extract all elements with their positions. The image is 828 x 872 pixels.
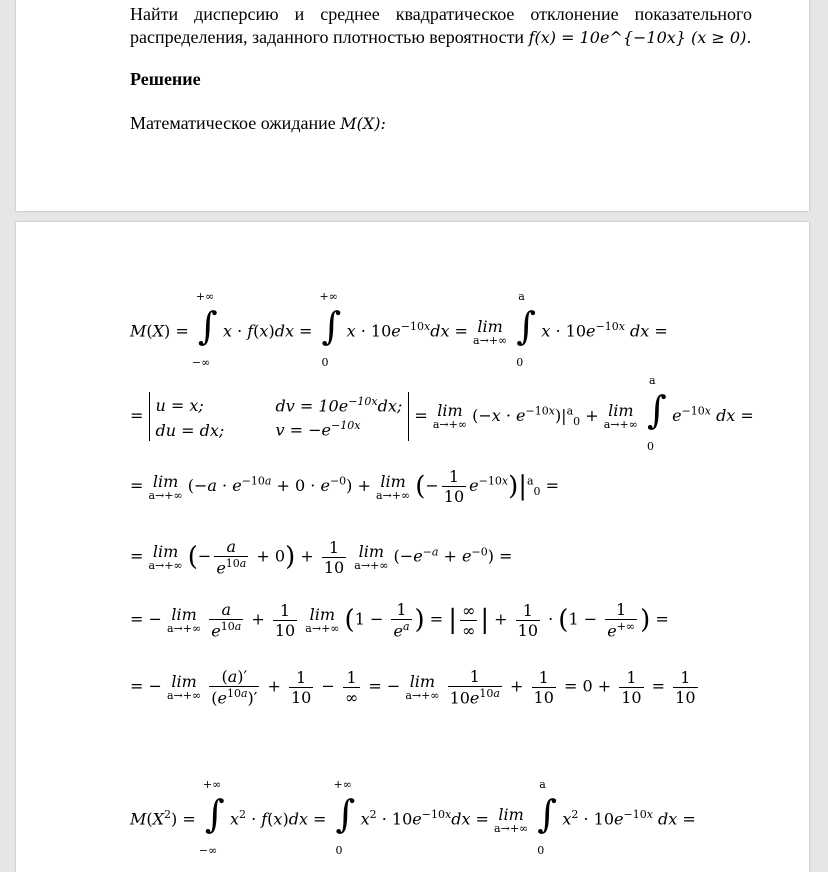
limit: lim a→+∞ <box>166 672 202 703</box>
math-line-5: = − lim a→+∞ $\frac{a}{e^{10a}}$ + $\frac{1}{10}$ lim a→+∞ (1 − $\frac{1}{e^a}$ ) = | $\frac{\infty}{\infty}$ | + $\frac{1}{10}$ · (1 − $\frac{1}{e^{+\infty}}$ ) = <box>130 600 669 641</box>
page-2 <box>16 222 809 872</box>
limit: lim a→+∞ <box>166 605 202 636</box>
limit: lim a→+∞ <box>148 542 183 573</box>
fraction: $\frac{1}{e^{+\infty}}$ <box>607 600 636 641</box>
page-1 <box>16 0 809 211</box>
integral-sign: a ∫ 0 <box>516 290 537 369</box>
limit: lim a→+∞ <box>405 672 440 703</box>
fraction: $\frac{1}{10e^{10a}}$ <box>449 667 500 708</box>
expectation-intro <box>130 112 386 135</box>
math-line-4: = lim a→+∞ (− $\frac{a}{e^{10a}}$ + 0) + $\frac{1}{10}$ lim a→+∞ $(-e^{-a} + e^{-0})$ = <box>130 537 513 578</box>
limit: lim a→+∞ <box>473 317 508 347</box>
fraction: $\frac{1}{10}$ <box>517 600 539 640</box>
integral-sign: +∞ ∫ 0 <box>319 290 342 369</box>
integral-sign: +∞ ∫ 0 <box>333 778 356 857</box>
fraction: $\frac{1}{10}$ <box>290 667 312 707</box>
math-line-3: = lim a→+∞ $(-a \cdot e^{-10a} + 0 \cdot e^{-0})$ + lim a→+∞ (− $\frac{1}{10}$ $e^{-10x})|^a_0$ = <box>130 467 560 506</box>
fraction: $\frac{(a)'}{(e^{10a})'}$ <box>211 667 258 708</box>
fraction: $\frac{a}{e^{10a}}$ <box>211 600 242 641</box>
fraction: $\frac{1}{10}$ <box>675 667 696 707</box>
integral-sign: +∞ ∫ −∞ <box>198 778 225 857</box>
substitution-table: u = x; dv = $10e^{-10x}dx$; du = dx; $v = -e^{-10x}$ <box>149 392 410 441</box>
integral-sign: a ∫ 0 <box>646 374 667 454</box>
fraction: $\frac{1}{\infty}$ <box>344 667 359 707</box>
math-line-1: M(X) = +∞ ∫ −∞ x · f(x)dx = +∞ ∫ 0 $x \cdot 10e^{-10x}dx$ = lim a→+∞ a ∫ 0 $x \cdot 10e^{-10x}$ dx = <box>130 290 668 369</box>
expectation-label: Математическое ожидание <box>130 113 336 133</box>
density-formula: f(x) = 10e^{−10x} (x ≥ 0). <box>528 28 752 47</box>
limit: lim a→+∞ <box>603 401 638 432</box>
fraction: $\frac{\infty}{\infty}$ <box>462 600 476 640</box>
integral-sign: a ∫ 0 <box>537 778 558 857</box>
math-line-7: $M(X^2)$ = +∞ ∫ −∞ $x^2 \cdot f(x)dx$ = +∞ ∫ 0 $x^2 \cdot 10e^{-10x}dx$ = lim a→+∞ a ∫ 0 $x^2 \cdot 10e^{-10x}$ dx = <box>130 778 696 857</box>
solution-heading: Решение <box>130 69 201 89</box>
fraction: $\frac{1}{10}$ <box>443 467 465 506</box>
fraction: $\frac{1}{10}$ <box>533 667 554 707</box>
limit: lim a→+∞ <box>432 401 467 432</box>
expectation-symbol: M(X): <box>340 114 386 133</box>
fraction: $\frac{a}{e^{10a}}$ <box>216 537 247 578</box>
math-line-6: = − lim a→+∞ $\frac{(a)'}{(e^{10a})'}$ + $\frac{1}{10}$ − $\frac{1}{\infty}$ = − lim a→+∞ $\frac{1}{10e^{10a}}$ + $\frac{1}{10}$ = 0 + $\frac{1}{10}$ = $\frac{1}{10}$ <box>130 667 696 708</box>
fraction: $\frac{1}{10}$ <box>621 667 642 707</box>
math-line-2: = u = x; dv = $10e^{-10x}dx$; du = dx; $v = -e^{-10x}$ = lim a→+∞ $(-x \cdot e^{-10x})|^a_0$ + lim a→+∞ a ∫ 0 $e^{-10x}$ dx = <box>130 374 754 454</box>
fraction: $\frac{1}{e^a}$ <box>393 600 410 641</box>
fraction: $\frac{1}{10}$ <box>323 537 345 577</box>
limit: lim a→+∞ <box>148 471 183 502</box>
limit: lim a→+∞ <box>305 605 340 636</box>
problem-statement <box>130 3 752 49</box>
limit: lim a→+∞ <box>494 805 529 835</box>
limit: lim a→+∞ <box>354 542 389 573</box>
fraction: $\frac{1}{10}$ <box>274 600 296 640</box>
problem-text: Найти дисперсию и среднее квадратическое отклонение показательного распределения, заданного плотностью вероятности <box>130 4 752 47</box>
integral-sign: +∞ ∫ −∞ <box>191 290 218 369</box>
limit: lim a→+∞ <box>375 471 411 502</box>
